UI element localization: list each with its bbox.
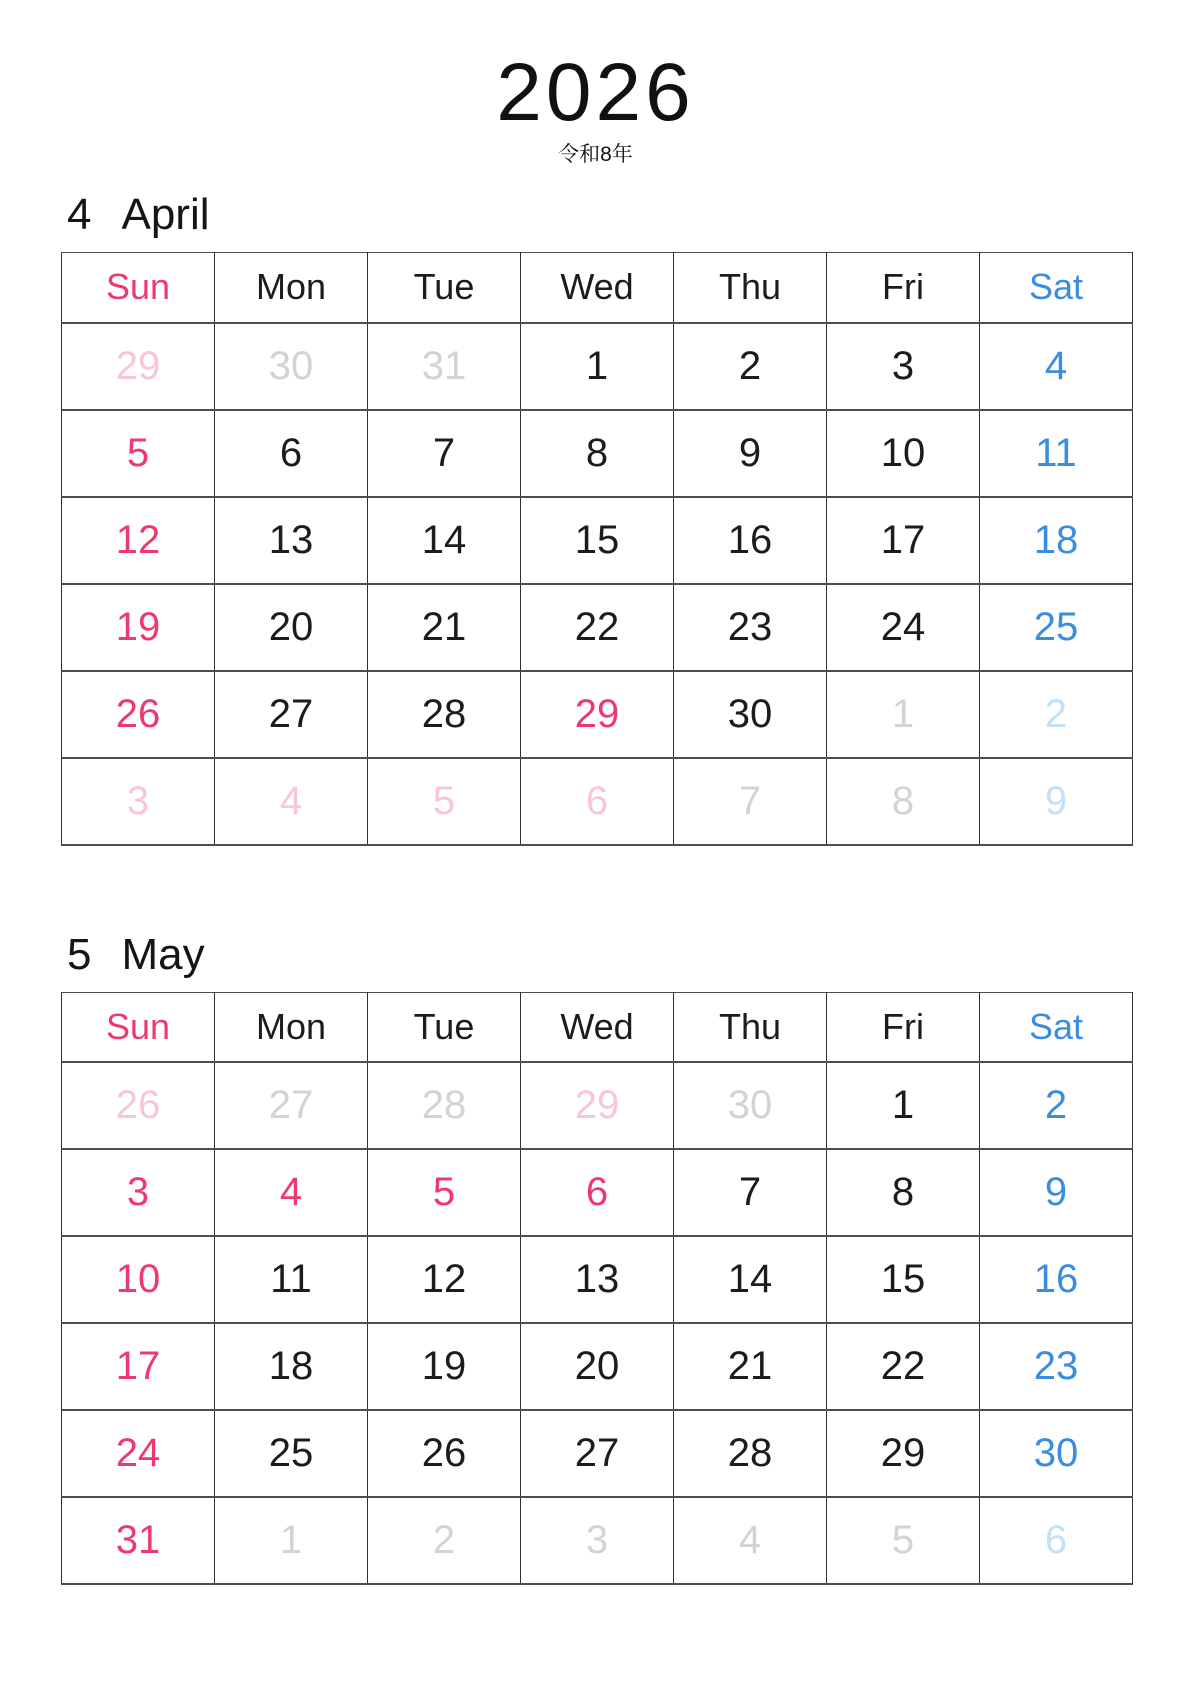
week-row (62, 1323, 1133, 1410)
year-title: 2026 (496, 47, 695, 138)
date-cell: 29 (521, 671, 674, 758)
date-cell: 22 (521, 584, 674, 671)
date-cell: 2 (980, 671, 1133, 758)
weekday-header-row (62, 253, 1133, 323)
date-cell: 27 (521, 1410, 674, 1497)
date-cell: 1 (827, 1062, 980, 1149)
date-cell: 29 (521, 1062, 674, 1149)
date-cell: 20 (521, 1323, 674, 1410)
week-row (62, 497, 1133, 584)
date-cell: 7 (674, 758, 827, 845)
date-cell: 18 (215, 1323, 368, 1410)
date-cell: 3 (827, 323, 980, 410)
date-cell: 3 (62, 758, 215, 845)
month-heading (61, 930, 1130, 980)
week-row (62, 671, 1133, 758)
month-number: 5 (67, 929, 92, 979)
date-cell: 6 (215, 410, 368, 497)
date-cell: 15 (827, 1236, 980, 1323)
date-cell: 17 (827, 497, 980, 584)
month-heading (61, 190, 1130, 240)
date-cell: 28 (368, 671, 521, 758)
date-cell: 6 (980, 1497, 1133, 1584)
date-cell: 18 (980, 497, 1133, 584)
date-cell: 12 (368, 1236, 521, 1323)
date-cell: 2 (368, 1497, 521, 1584)
date-cell: 27 (215, 671, 368, 758)
month-name: May (121, 929, 205, 979)
date-cell: 1 (521, 323, 674, 410)
weekday-header-tue: Tue (368, 992, 521, 1062)
date-cell: 13 (521, 1236, 674, 1323)
date-cell: 23 (674, 584, 827, 671)
date-cell: 6 (521, 758, 674, 845)
date-cell: 5 (827, 1497, 980, 1584)
date-cell: 30 (980, 1410, 1133, 1497)
weekday-header-mon: Mon (215, 992, 368, 1062)
date-cell: 5 (368, 758, 521, 845)
date-cell: 21 (368, 584, 521, 671)
date-cell: 3 (521, 1497, 674, 1584)
date-cell: 11 (980, 410, 1133, 497)
date-cell: 30 (215, 323, 368, 410)
date-cell: 8 (521, 410, 674, 497)
week-row (62, 584, 1133, 671)
weekday-header-row (62, 992, 1133, 1062)
weekday-header-sun: Sun (62, 253, 215, 323)
date-cell: 17 (62, 1323, 215, 1410)
japanese-era-label: 令和8年 (558, 143, 633, 167)
weekday-header-sun: Sun (62, 992, 215, 1062)
date-cell: 12 (62, 497, 215, 584)
weekday-header-wed: Wed (521, 992, 674, 1062)
date-cell: 28 (674, 1410, 827, 1497)
date-cell: 27 (215, 1062, 368, 1149)
date-cell: 15 (521, 497, 674, 584)
weekday-header-mon: Mon (215, 253, 368, 323)
date-cell: 9 (674, 410, 827, 497)
date-cell: 16 (674, 497, 827, 584)
date-cell: 7 (368, 410, 521, 497)
date-cell: 31 (62, 1497, 215, 1584)
weekday-header-sat: Sat (980, 992, 1133, 1062)
week-row (62, 1410, 1133, 1497)
weekday-header-fri: Fri (827, 992, 980, 1062)
weekday-header-tue: Tue (368, 253, 521, 323)
date-cell: 9 (980, 1149, 1133, 1236)
month-name: April (121, 190, 210, 240)
date-cell: 4 (215, 1149, 368, 1236)
may-calendar-table (61, 992, 1133, 1586)
date-cell: 2 (674, 323, 827, 410)
date-cell: 31 (368, 323, 521, 410)
weekday-header-thu: Thu (674, 253, 827, 323)
month-number: 4 (67, 190, 92, 240)
date-cell: 9 (980, 758, 1133, 845)
week-row (62, 1497, 1133, 1584)
date-cell: 22 (827, 1323, 980, 1410)
date-cell: 19 (62, 584, 215, 671)
april-calendar-table (61, 252, 1133, 846)
date-cell: 1 (827, 671, 980, 758)
date-cell: 24 (827, 584, 980, 671)
date-cell: 8 (827, 758, 980, 845)
weekday-header-fri: Fri (827, 253, 980, 323)
date-cell: 7 (674, 1149, 827, 1236)
calendar-title-block (0, 0, 1191, 168)
week-row (62, 323, 1133, 410)
date-cell: 21 (674, 1323, 827, 1410)
date-cell: 26 (368, 1410, 521, 1497)
date-cell: 24 (62, 1410, 215, 1497)
week-row (62, 1236, 1133, 1323)
week-row (62, 410, 1133, 497)
date-cell: 4 (980, 323, 1133, 410)
date-cell: 26 (62, 1062, 215, 1149)
weekday-header-wed: Wed (521, 253, 674, 323)
date-cell: 23 (980, 1323, 1133, 1410)
date-cell: 29 (827, 1410, 980, 1497)
date-cell: 11 (215, 1236, 368, 1323)
week-row (62, 758, 1133, 845)
date-cell: 19 (368, 1323, 521, 1410)
month-section (61, 190, 1130, 846)
date-cell: 28 (368, 1062, 521, 1149)
date-cell: 26 (62, 671, 215, 758)
date-cell: 4 (215, 758, 368, 845)
date-cell: 2 (980, 1062, 1133, 1149)
date-cell: 30 (674, 1062, 827, 1149)
date-cell: 13 (215, 497, 368, 584)
date-cell: 1 (215, 1497, 368, 1584)
date-cell: 29 (62, 323, 215, 410)
week-row (62, 1149, 1133, 1236)
date-cell: 5 (368, 1149, 521, 1236)
weekday-header-sat: Sat (980, 253, 1133, 323)
date-cell: 25 (980, 584, 1133, 671)
date-cell: 25 (215, 1410, 368, 1497)
date-cell: 3 (62, 1149, 215, 1236)
date-cell: 5 (62, 410, 215, 497)
date-cell: 10 (827, 410, 980, 497)
month-section (61, 930, 1130, 1586)
date-cell: 14 (674, 1236, 827, 1323)
date-cell: 30 (674, 671, 827, 758)
date-cell: 4 (674, 1497, 827, 1584)
date-cell: 8 (827, 1149, 980, 1236)
date-cell: 20 (215, 584, 368, 671)
week-row (62, 1062, 1133, 1149)
date-cell: 6 (521, 1149, 674, 1236)
date-cell: 16 (980, 1236, 1133, 1323)
weekday-header-thu: Thu (674, 992, 827, 1062)
date-cell: 14 (368, 497, 521, 584)
date-cell: 10 (62, 1236, 215, 1323)
